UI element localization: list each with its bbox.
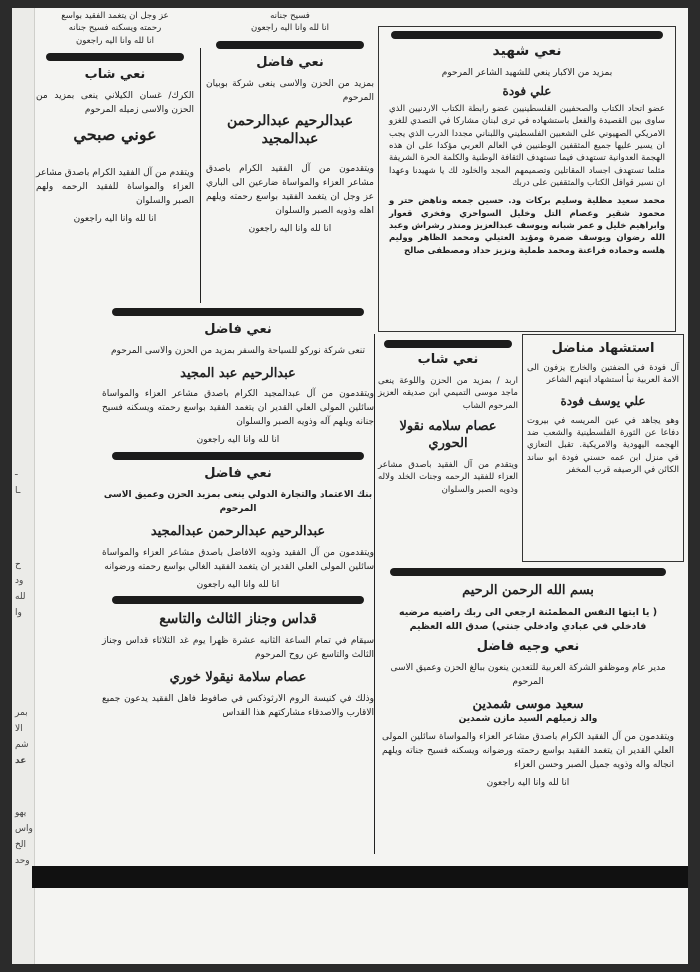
- obituary-intro: اربد / بمزيد من الحزن واللوعة ينعى ماجد موسى التميمي ابن صديقه العزيز المرحوم الشاب: [378, 376, 518, 411]
- section-divider-bar: [391, 31, 663, 39]
- martyr-obituary-content: [379, 67, 675, 257]
- column-rule: [200, 48, 201, 303]
- cut-off-column-strip: [12, 8, 35, 964]
- edge-fragment: ح: [15, 560, 21, 570]
- obituary-closing: انا لله وانا اليه راجعون: [73, 214, 157, 225]
- edge-fragment: الخ: [15, 840, 27, 850]
- deceased-name: عصام سلامة نيقولا خوري: [169, 670, 307, 686]
- notice-body: وهو يجاهد في عين المريسه في بيروت دفاعا عن الثورة الفلسطينية والشعب ضد الهجمه اليهودية والامريكية. تقبل التعازي في منزل ابن عمه حسني فودة ابو ساند الكائن في الرصيفه قرب المخفر: [527, 415, 679, 476]
- notice-body: سيقام في تمام الساعة الثانيه عشرة ظهرا يوم غد الثلاثاء قداس وجناز الثالث والتاسع عن روح المرحوم: [102, 636, 374, 661]
- top-fragment-text: رحمته ويسكنه فسيح جنانه: [68, 23, 162, 34]
- section-divider-bar: [112, 308, 364, 316]
- deceased-name: علي يوسف فودة: [560, 393, 646, 408]
- edge-fragment: عد: [15, 756, 27, 766]
- obituary-body: ويتقدمون من آل عبدالمجيد الكرام باصدق مشاعر العزاء والمواساة سائلين المولى العلي القدير ان يتغمد الفقيد بواسع رحمته ويسكنه فسيح جنانه ويلهم آله وذويه الصبر والسلوان: [102, 389, 374, 428]
- edge-fragment: ود: [15, 576, 24, 586]
- wide-left-stack: [102, 304, 374, 725]
- obituary-intro: تنعى شركة نوركو للسياحة والسفر بمزيد من الحزن والاسى المرحوم: [110, 346, 366, 356]
- obituary-title: نعي شاب: [417, 352, 479, 367]
- quran-verse: ( يا ايتها النفس المطمئنة ارجعي الى ربك راضيه مرضيه فادخلي في عبادي وادخلي جنتي) صدق الله العظيم: [398, 606, 658, 633]
- middle-column: [206, 10, 374, 241]
- bottom-border-bar: [32, 866, 688, 888]
- edge-fragment: واس: [15, 824, 33, 834]
- edge-fragment: لله: [15, 592, 26, 602]
- top-fragment-text: فسيح جنانه: [270, 11, 310, 21]
- top-fragment-text: عز وجل ان يتغمد الفقيد بواسع: [61, 11, 169, 21]
- edge-fragment: شم: [15, 740, 29, 750]
- edge-fragment: ـ: [15, 468, 18, 478]
- top-fragment-text: انا لله وانا اليه راجعون: [250, 23, 330, 34]
- obituary-young-man-mid: [378, 338, 518, 500]
- column-rule: [374, 334, 375, 854]
- obituary-title: نعي شاب: [84, 66, 146, 82]
- obituary-title: نعي وجيه فاضل: [476, 638, 580, 654]
- deceased-name: عصام سلامه نقولا الحوري: [399, 418, 497, 452]
- edge-fragment: بمر: [15, 708, 28, 718]
- obituary-distinguished-3: [102, 466, 374, 592]
- section-divider-bar: [46, 53, 184, 61]
- deceased-name: سعيد موسى شمدين: [472, 696, 584, 712]
- martyr-obituary-box: [378, 26, 676, 332]
- obituary-intro: بمزيد من الاكبار ينعي للشهيد الشاعر المرحوم: [441, 68, 613, 78]
- deceased-name: عبدالرحيم عبد المجيد: [180, 365, 296, 381]
- memorial-mass-notice: [102, 610, 374, 720]
- obituary-title: نعي فاضل: [256, 54, 324, 70]
- obituary-dignitary: [382, 568, 674, 791]
- martyrdom-notice-box: [522, 334, 684, 562]
- obituary-body: ويتقدمون من آل الفقيد الكرام باصدق مشاعر العزاء والمواساة سائلين المولى العلي القدير ان يتغمد الفقيد بواسع رحمته ورضوانه ويسكنه فسيح جناته ويلهم انجاله واله وذويه جميل الصبر وحسن العزاء: [382, 732, 674, 771]
- basmala-heading: بسم الله الرحمن الرحيم: [462, 583, 594, 598]
- edge-fragment: وا: [15, 608, 22, 618]
- obituary-title: نعي شهيد: [492, 43, 562, 59]
- obituary-intro: بمزيد من الحزن والاسى ينعى شركة بوبيان المرحوم: [206, 78, 374, 103]
- obituary-closing: انا لله وانا اليه راجعون: [196, 435, 280, 446]
- obituary-title: نعي فاضل: [204, 322, 272, 337]
- obituary-closing: انا لله وانا اليه راجعون: [486, 778, 570, 789]
- obituary-distinguished-1: [206, 55, 374, 237]
- edge-fragment: يهو: [15, 808, 27, 818]
- section-divider-bar: [112, 452, 364, 460]
- notice-title: قداس وجناز الثالث والتاسع: [159, 611, 317, 628]
- signatories-list: محمد سعيد مظلية وسليم بركات ود. حسين جمعه وناهض حتر و محمود شقير وعصام التل وخليل السواحري وفخري قعوار وابراهيم خليل و عمر شبانه ويوسف عبدالعزيز ومنذر رشراش وعبد الله رضوان ويوسف ضمرة ومؤيد العتيلي ومحمد الظاهر ووليم هلسه وحماده فراعنة ومحمد طملية ونزيز حداد ومصطفى صالح: [389, 196, 665, 256]
- notice-body: آل فودة في الضفتين والخارج يزفون الى الامة العربية نبأ استشهاد ابنهم الشاعر: [527, 363, 679, 386]
- obituary-body: ويتقدمون من آل الفقيد وذويه الافاضل باصدق مشاعر العزاء والمواساة سائلين المولى العلي القدير ان يتغمد الفقيد الغالي بواسع رحمته ورضوانه: [102, 547, 374, 572]
- obituary-closing: انا لله وانا اليه راجعون: [196, 579, 280, 590]
- notice-title: استشهاد مناضل: [551, 341, 655, 356]
- section-divider-bar: [112, 596, 364, 604]
- top-fragment-text: انا لله وانا اليه راجعون: [75, 35, 155, 46]
- deceased-name: عبدالرحيم عبدالرحمن عبدالمجيد: [226, 112, 354, 148]
- obituary-intro: الكرك/ غسان الكيلاني ينعى بمزيد من الحزن والاسى زميله المرحوم: [36, 90, 194, 115]
- obituary-body: ويتقدم من آل الفقيد الكرام باصدق مشاعر العزاء والمواساة للفقيد الرحمه ولهم الصبر والسلوان: [36, 168, 194, 207]
- section-divider-bar: [384, 340, 512, 348]
- obituary-title: نعي فاضل: [204, 466, 272, 482]
- edge-fragment: الا: [15, 724, 23, 734]
- deceased-name: علي فودة: [502, 83, 552, 98]
- deceased-name: عوني صبحي: [73, 124, 157, 144]
- obituary-intro: مدير عام وموظفو الشركة العربية للتعدين ينعون ببالغ الحزن وعميق الاسى المرحوم: [390, 662, 666, 687]
- deceased-name: عبدالرحيم عبدالرحمن عبدالمجيد: [150, 524, 326, 540]
- left-column: [36, 10, 194, 231]
- obituary-young-man-left: [36, 67, 194, 227]
- section-divider-bar: [216, 41, 364, 49]
- newspaper-page: [12, 8, 688, 964]
- obituary-distinguished-2: [102, 322, 374, 448]
- section-divider-bar: [390, 568, 666, 576]
- obituary-closing: انا لله وانا اليه راجعون: [248, 224, 332, 235]
- obituary-body: عضو اتحاد الكتاب والصحفيين الفلسطينيين عضو رابطة الكتاب الاردنيين الذي ساوى بين القصيدة والفعل باستشهاده في ترى لبنان مشاركا في التصدي للغزو الامريكي الصهيوني على الشعبين الفلسطيني واللبناني مجددا الدرب الذي يجب ان يسير عليها جميع المثقفين الوطنيين في العالم العربي مؤكدا على ان هذه الهجمة العدوانية تستهدف فيما تستهدف الثقافة الوطنية والكلمة الحرة الشريفة مثلما تستهدف اجساد المقاتلين وتصميمهم المجد والخلود لك يا شهيدنا وعهدا ان نسير قوافل الكتاب والمثقفين على دربك: [389, 104, 665, 188]
- obituary-body: ويتقدم من آل الفقيد باصدق مشاعر العزاء للفقيد الرحمه وجنات الخلد ولاله وذويه الصبر والسلوان: [378, 460, 518, 495]
- edge-fragment: وحد: [15, 856, 30, 866]
- obituary-intro: بنك الاعتماد والتجارة الدولي ينعى بمزيد الحزن وعميق الاسى المرحوم: [103, 490, 373, 515]
- obituary-body: ويتقدمون من آل الفقيد الكرام باصدق مشاعر العزاء والمواساة ضارعين الى الباري عز وجل ان يتغمد الفقيد بواسع رحمته ويلهم اهله وذويه الصبر والسلوان: [206, 164, 374, 217]
- notice-body: وذلك في كنيسة الروم الارثوذكس في صافوط فاهل الفقيد يدعون جميع الاقارب والاصدقاء مشاركتهم هذا القداس: [102, 693, 374, 718]
- deceased-relation: والد زميلهم السيد مازن شمدين: [458, 714, 598, 725]
- edge-fragment: ـا: [15, 486, 21, 496]
